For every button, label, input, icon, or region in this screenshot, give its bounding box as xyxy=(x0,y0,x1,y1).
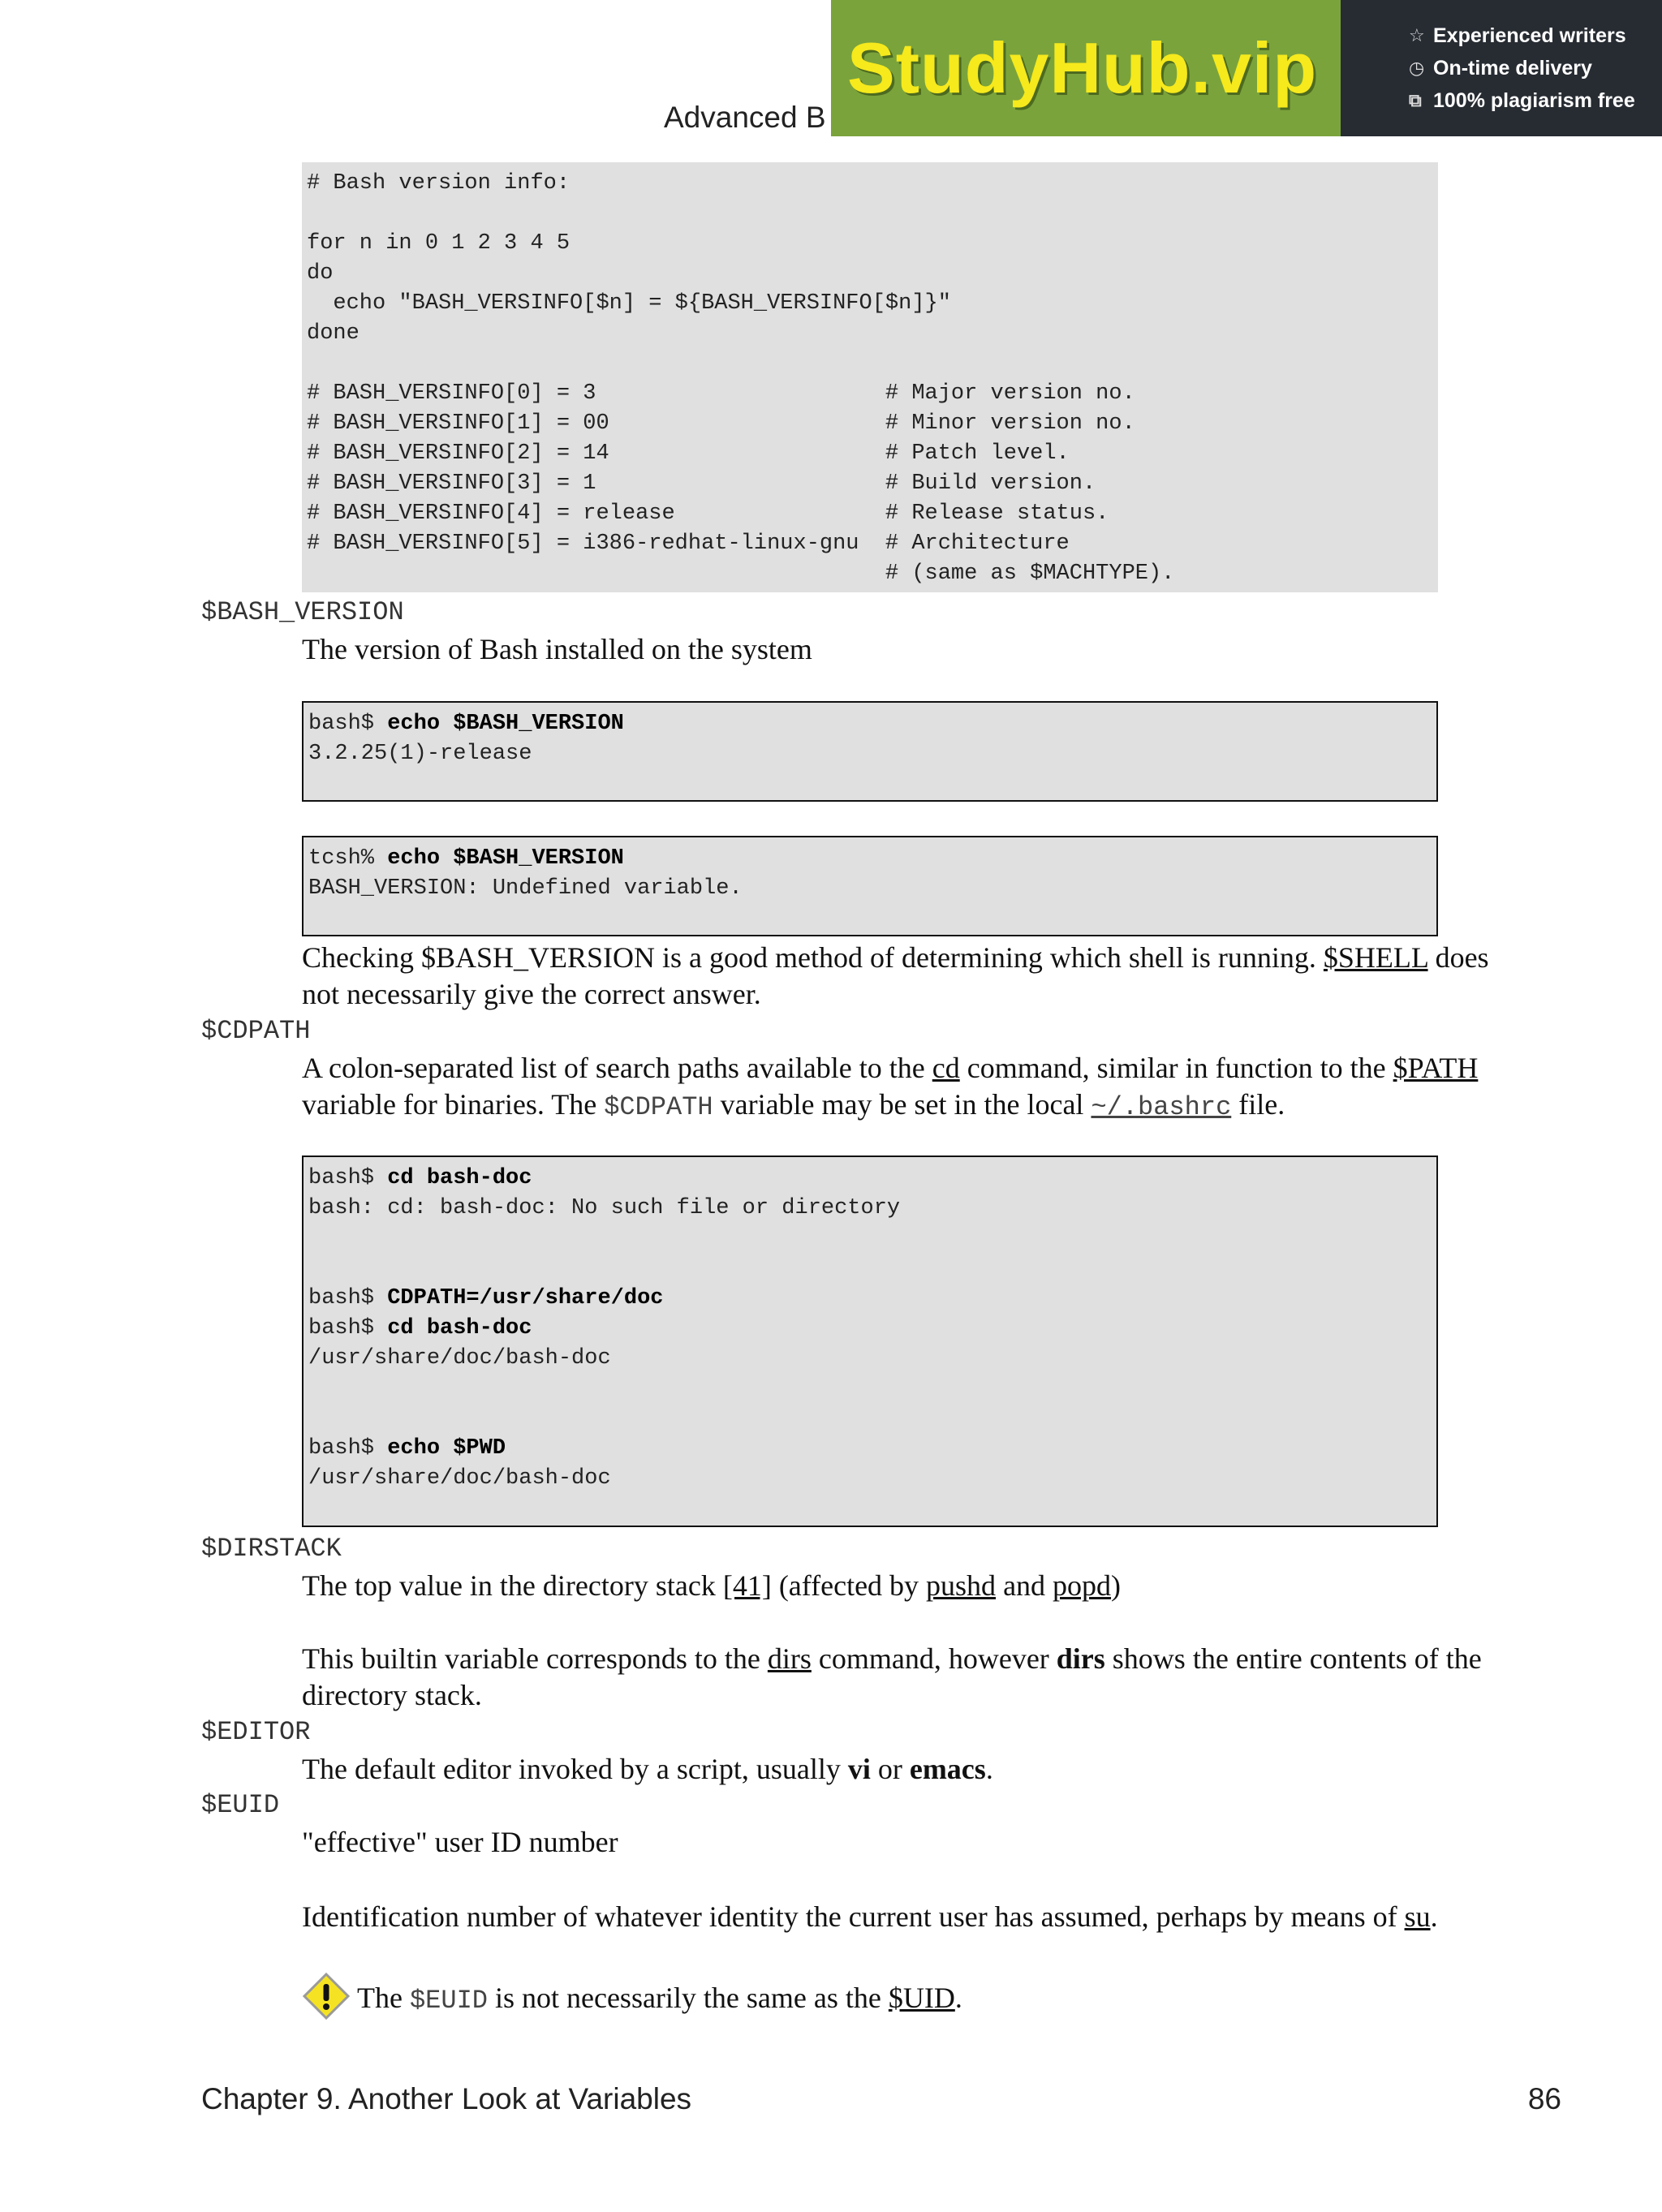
text: ) xyxy=(1111,1569,1122,1602)
banner-feature xyxy=(1409,52,1662,84)
text: command, similar in function to the xyxy=(959,1052,1393,1084)
bold-text: dirs xyxy=(1056,1642,1105,1675)
code-line: done xyxy=(307,321,360,346)
copy-check-icon: ⧉ xyxy=(1409,90,1422,110)
shell-output: BASH_VERSION: Undefined variable. xyxy=(308,876,743,901)
euid-detail xyxy=(302,1899,1568,1935)
code-line: # Bash version info: xyxy=(307,171,571,196)
link-shell[interactable]: $SHELL xyxy=(1323,941,1428,974)
link-path[interactable]: $PATH xyxy=(1393,1052,1479,1084)
shell-prompt: bash$ xyxy=(308,1166,388,1190)
studyhub-banner[interactable] xyxy=(831,0,1662,136)
shell-output: bash: cd: bash-doc: No such file or directory xyxy=(308,1196,901,1220)
code-line: echo "BASH_VERSINFO[$n] = ${BASH_VERSINFO[$n]}" xyxy=(307,291,951,316)
code-line: # BASH_VERSINFO[3] = 1 # Build version. xyxy=(307,471,1096,496)
shell-prompt: bash$ xyxy=(308,1436,388,1461)
code-line: # BASH_VERSINFO[0] = 3 # Major version no. xyxy=(307,381,1135,406)
shell-command: echo $PWD xyxy=(387,1436,506,1461)
text: variable may be set in the local xyxy=(713,1088,1091,1121)
text: or xyxy=(870,1753,910,1785)
shell-prompt: bash$ xyxy=(308,1286,388,1310)
term-dirstack: $DIRSTACK xyxy=(201,1534,342,1564)
dirstack-note xyxy=(302,1641,1568,1714)
text: and xyxy=(996,1569,1053,1602)
banner-feature xyxy=(1409,84,1662,117)
code-line: for n in 0 1 2 3 4 5 xyxy=(307,231,571,256)
text: . xyxy=(985,1753,993,1785)
banner-features xyxy=(1341,0,1662,136)
banner-feature-label: Experienced writers xyxy=(1433,24,1626,47)
text: directory stack. xyxy=(302,1679,482,1711)
link-dirs[interactable]: dirs xyxy=(767,1642,812,1675)
banner-logo: StudyHub.vip xyxy=(847,28,1318,108)
shell-output: 3.2.25(1)-release xyxy=(308,742,532,766)
term-cdpath: $CDPATH xyxy=(201,1016,311,1046)
bash-version-desc: The version of Bash installed on the system xyxy=(302,633,812,665)
link-pushd[interactable]: pushd xyxy=(926,1569,997,1602)
text: The xyxy=(357,1981,410,2014)
text: The default editor invoked by a script, usually xyxy=(302,1753,848,1785)
editor-desc xyxy=(302,1751,1568,1788)
code-block-versinfo xyxy=(302,162,1438,592)
dirstack-desc xyxy=(302,1568,1568,1604)
text: (affected by xyxy=(771,1569,927,1602)
code-line: # BASH_VERSINFO[2] = 14 # Patch level. xyxy=(307,441,1070,466)
text: A colon-separated list of search paths available to the xyxy=(302,1052,932,1084)
bold-text: vi xyxy=(847,1753,871,1785)
banner-feature-label: 100% plagiarism free xyxy=(1433,88,1635,112)
text: . xyxy=(954,1981,962,2014)
shell-command: echo $BASH_VERSION xyxy=(387,846,624,871)
shell-output: /usr/share/doc/bash-doc xyxy=(308,1346,611,1371)
banner-logo-area xyxy=(831,0,1341,136)
code-block-tcsh xyxy=(302,836,1438,936)
link-bashrc[interactable]: ~/.bashrc xyxy=(1091,1092,1232,1122)
shell-command: CDPATH=/usr/share/doc xyxy=(387,1286,664,1310)
text: not necessarily give the correct answer. xyxy=(302,978,761,1010)
text: variable for binaries. The xyxy=(302,1088,605,1121)
shell-output: /usr/share/doc/bash-doc xyxy=(308,1466,611,1491)
code-line: # (same as $MACHTYPE). xyxy=(307,562,1175,586)
banner-feature-label: On-time delivery xyxy=(1433,56,1592,80)
clock-icon: ◷ xyxy=(1409,58,1425,78)
shell-prompt: bash$ xyxy=(308,1316,388,1341)
footer-page-number: 86 xyxy=(1527,2082,1561,2115)
page-header-title: Advanced B xyxy=(664,101,826,134)
link-footnote-41[interactable]: [41] xyxy=(722,1569,772,1602)
text: The top value in the directory stack xyxy=(302,1569,723,1602)
code-line: # BASH_VERSINFO[4] = release # Release status. xyxy=(307,501,1109,526)
link-popd[interactable]: popd xyxy=(1053,1569,1112,1602)
code-line: # BASH_VERSINFO[5] = i386-redhat-linux-gnu # Architecture xyxy=(307,531,1070,556)
bold-text: emacs xyxy=(909,1753,986,1785)
text: file. xyxy=(1231,1088,1285,1121)
inline-code: $CDPATH xyxy=(604,1092,713,1122)
code-line: # BASH_VERSINFO[1] = 00 # Minor version no. xyxy=(307,411,1135,436)
link-cd[interactable]: cd xyxy=(932,1052,960,1084)
text: shows the entire contents of the xyxy=(1104,1642,1482,1675)
bash-version-check xyxy=(302,940,1568,1013)
text: is not necessarily the same as the xyxy=(487,1981,889,2014)
euid-desc: "effective" user ID number xyxy=(302,1826,618,1858)
text: Identification number of whatever identity the current user has assumed, perhaps by means of xyxy=(302,1900,1405,1933)
link-uid[interactable]: $UID xyxy=(888,1981,955,2014)
text: This builtin variable corresponds to the xyxy=(302,1642,768,1675)
text: Checking $BASH_VERSION is a good method of determining which shell is running. xyxy=(302,941,1324,974)
code-line: do xyxy=(307,261,334,286)
shell-command: cd bash-doc xyxy=(387,1166,532,1190)
shell-prompt: tcsh% xyxy=(308,846,388,871)
text: . xyxy=(1430,1900,1438,1933)
term-editor: $EDITOR xyxy=(201,1717,311,1747)
euid-warning-note xyxy=(302,1972,1568,2029)
footer-chapter: Chapter 9. Another Look at Variables xyxy=(201,2082,692,2115)
term-euid: $EUID xyxy=(201,1790,280,1820)
shell-prompt: bash$ xyxy=(308,712,388,736)
code-block-cdpath xyxy=(302,1155,1438,1527)
cdpath-desc xyxy=(302,1050,1568,1125)
term-bash-version: $BASH_VERSION xyxy=(201,597,404,627)
shell-command: echo $BASH_VERSION xyxy=(387,712,624,736)
inline-code: $EUID xyxy=(409,1985,488,2016)
star-icon: ☆ xyxy=(1409,25,1425,45)
text: does xyxy=(1427,941,1489,974)
link-su[interactable]: su xyxy=(1404,1900,1431,1933)
shell-command: cd bash-doc xyxy=(387,1316,532,1341)
warning-icon xyxy=(302,1972,351,2029)
banner-feature xyxy=(1409,19,1662,52)
code-block-bash-version xyxy=(302,701,1438,802)
text: command, however xyxy=(811,1642,1057,1675)
